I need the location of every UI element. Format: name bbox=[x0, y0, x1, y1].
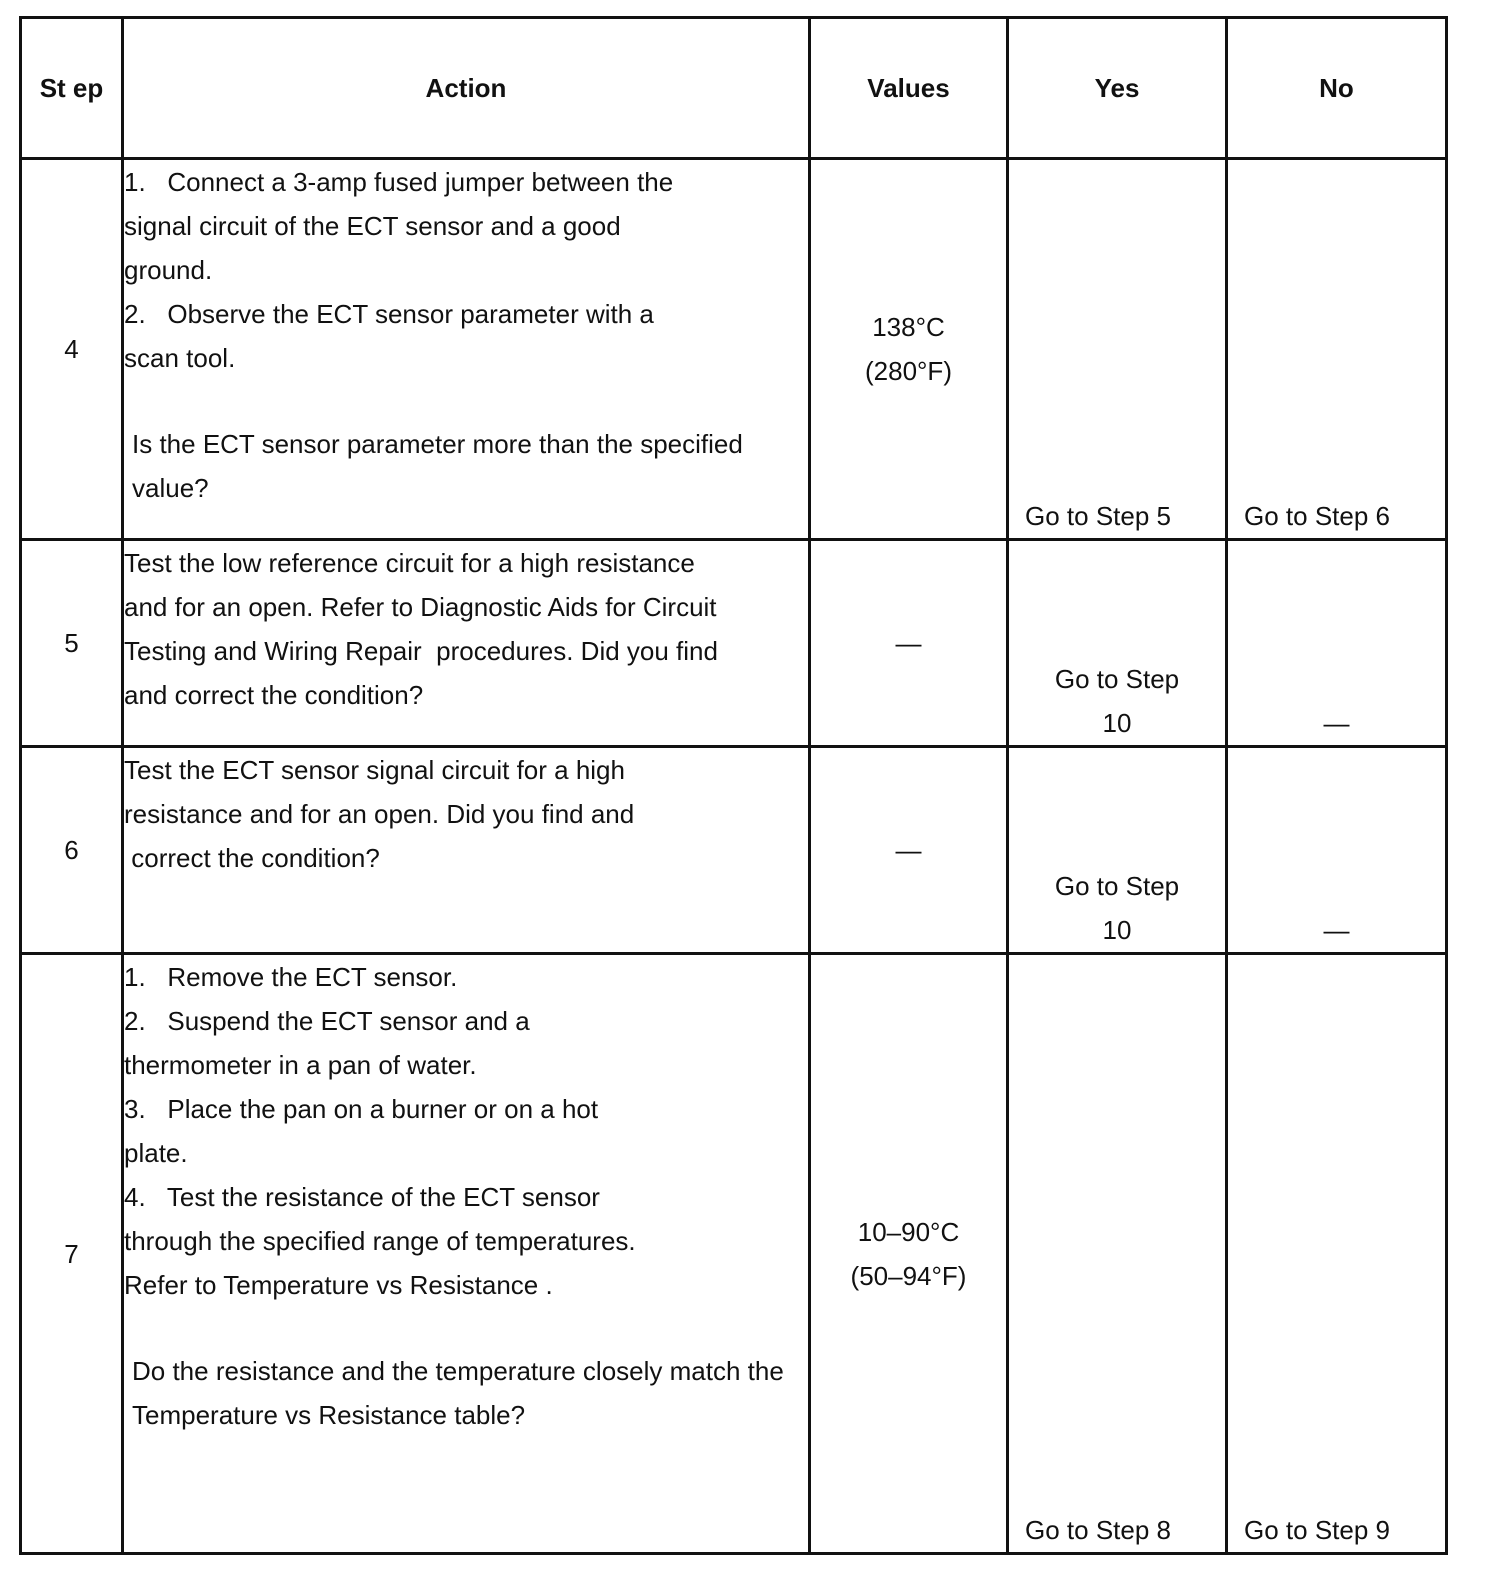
no-cell: Go to Step 9 bbox=[1227, 954, 1447, 1554]
table-row bbox=[21, 747, 1447, 954]
header-step bbox=[21, 18, 123, 159]
header-row bbox=[21, 18, 1447, 159]
action-line: 1. Connect a 3-amp fused jumper between the bbox=[124, 167, 674, 197]
action-line: Refer to Temperature vs Resistance . bbox=[124, 1270, 553, 1300]
values-cell bbox=[810, 747, 1008, 954]
action-line: 2. Suspend the ECT sensor and a bbox=[124, 1006, 530, 1036]
spacer bbox=[124, 380, 808, 422]
action-line: signal circuit of the ECT sensor and a good bbox=[124, 211, 621, 241]
value-line: (280°F) bbox=[865, 356, 952, 386]
header-action: Action bbox=[123, 18, 810, 159]
action-line: and for an open. Refer to Diagnostic Aids for Circuit bbox=[124, 592, 717, 622]
table-row bbox=[21, 540, 1447, 747]
action-cell bbox=[123, 954, 810, 1554]
value-line: (50–94°F) bbox=[850, 1260, 967, 1291]
header-values: Values bbox=[810, 18, 1008, 159]
action-line: Test the ECT sensor signal circuit for a high bbox=[124, 755, 625, 785]
yes-cell: Go to Step 8 bbox=[1008, 954, 1227, 1554]
action-line: thermometer in a pan of water. bbox=[124, 1050, 477, 1080]
action-line: correct the condition? bbox=[124, 843, 380, 873]
action-line: resistance and for an open. Did you find and bbox=[124, 799, 635, 829]
value-line: 138°C bbox=[872, 312, 945, 342]
value-line: 10–90°C bbox=[857, 1216, 960, 1247]
values-cell bbox=[810, 540, 1008, 747]
header-yes: Yes bbox=[1008, 18, 1227, 159]
action-line: ground. bbox=[124, 255, 213, 285]
action-line: Test the low reference circuit for a high resistance bbox=[124, 548, 695, 578]
action-line: plate. bbox=[124, 1138, 188, 1168]
values-cell bbox=[810, 954, 1008, 1554]
no-cell: — bbox=[1227, 747, 1447, 954]
header-step-label: St ep bbox=[39, 73, 104, 103]
yes-cell: Go to Step 10 bbox=[1008, 540, 1227, 747]
values-cell bbox=[810, 159, 1008, 540]
action-line: Testing and Wiring Repair procedures. Did you find bbox=[124, 636, 718, 666]
action-line: 4. Test the resistance of the ECT sensor bbox=[124, 1182, 600, 1212]
action-line: and correct the condition? bbox=[124, 680, 424, 710]
no-cell: — bbox=[1227, 540, 1447, 747]
action-question: Is the ECT sensor parameter more than the specified value? bbox=[132, 429, 743, 503]
spacer bbox=[124, 1307, 808, 1349]
step-number: 6 bbox=[21, 747, 123, 954]
value-dash: — bbox=[895, 628, 922, 658]
action-line: 3. Place the pan on a burner or on a hot bbox=[124, 1094, 599, 1124]
header-no: No bbox=[1227, 18, 1447, 159]
step-number: 5 bbox=[21, 540, 123, 747]
diagnostic-table bbox=[19, 16, 1448, 1555]
action-line: through the specified range of temperatures. bbox=[124, 1226, 636, 1256]
value-dash: — bbox=[895, 835, 922, 865]
action-line: 2. Observe the ECT sensor parameter with a bbox=[124, 299, 654, 329]
action-cell bbox=[123, 540, 810, 747]
action-cell bbox=[123, 159, 810, 540]
yes-cell: Go to Step 5 bbox=[1008, 159, 1227, 540]
table-row bbox=[21, 954, 1447, 1554]
yes-cell: Go to Step 10 bbox=[1008, 747, 1227, 954]
action-cell bbox=[123, 747, 810, 954]
table-row bbox=[21, 159, 1447, 540]
no-cell: Go to Step 6 bbox=[1227, 159, 1447, 540]
action-line: 1. Remove the ECT sensor. bbox=[124, 962, 458, 992]
action-question: Do the resistance and the temperature closely match the Temperature vs Resistance table? bbox=[132, 1356, 784, 1430]
action-line: scan tool. bbox=[124, 343, 236, 373]
step-number: 7 bbox=[21, 954, 123, 1554]
step-number: 4 bbox=[21, 159, 123, 540]
